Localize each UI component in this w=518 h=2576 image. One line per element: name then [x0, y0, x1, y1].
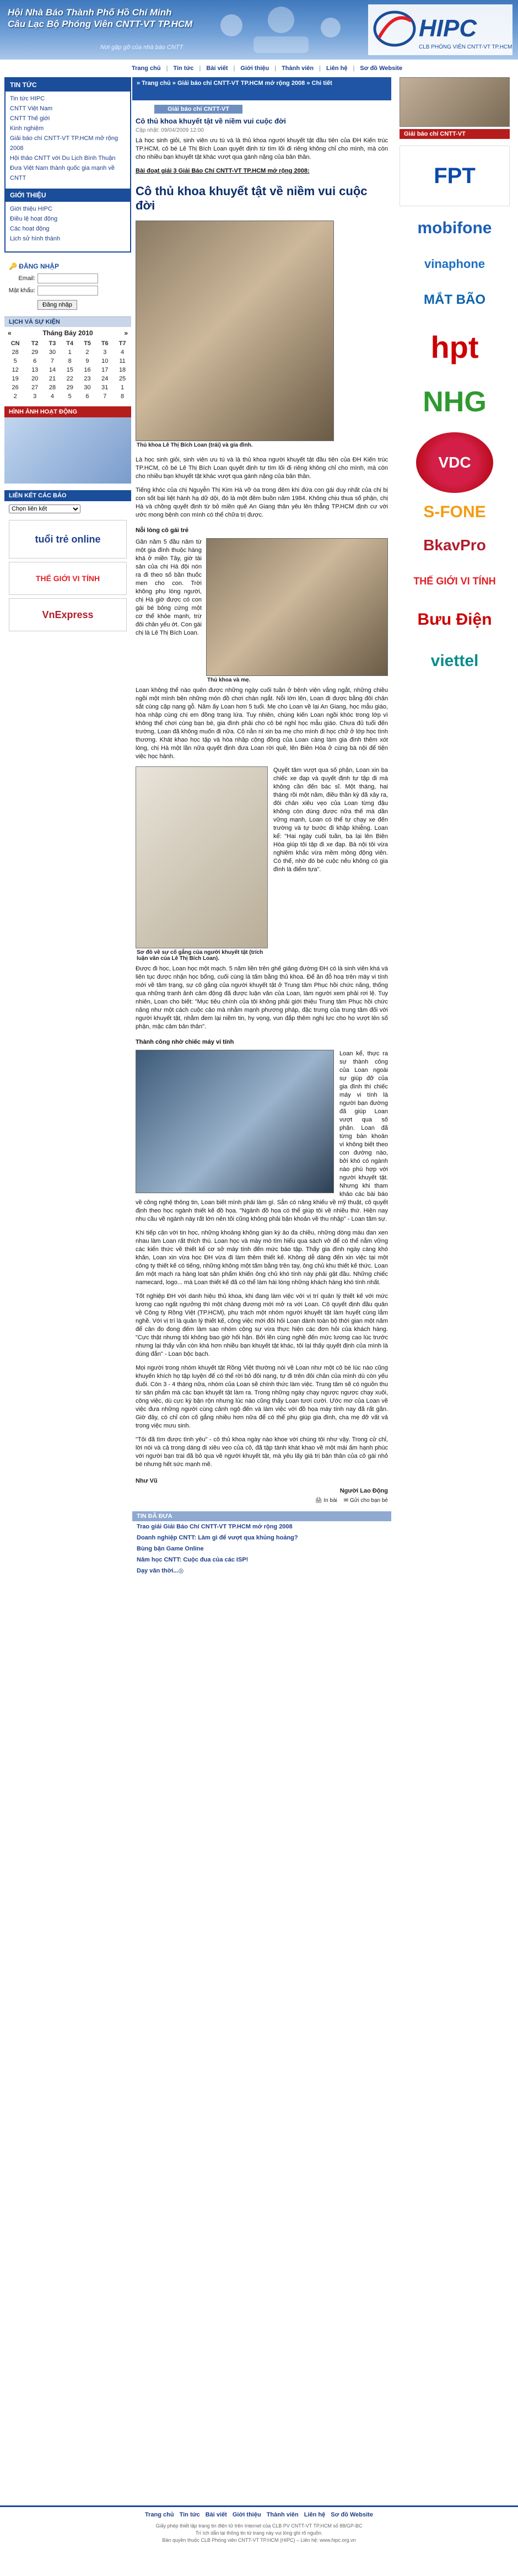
send-button[interactable]: ✉ Gửi cho bạn bè	[343, 1498, 388, 1504]
svg-text:HIPC: HIPC	[419, 15, 477, 42]
calendar-day[interactable]: 12	[12, 367, 19, 373]
password-input[interactable]	[37, 286, 98, 296]
nav-separator: |	[233, 65, 235, 72]
computer-photo	[136, 1050, 334, 1193]
award-photo-caption: Giải báo chí CNTT-VT	[400, 129, 510, 139]
svg-text:CLB PHÓNG VIÊN CNTT-VT TP.HCM: CLB PHÓNG VIÊN CNTT-VT TP.HCM	[419, 44, 512, 50]
nav-members[interactable]: Thành viên	[282, 65, 314, 72]
photo-activity-title: HÌNH ẢNH HOẠT ĐỘNG	[4, 406, 131, 417]
footer-copyright	[0, 2523, 518, 2544]
site-slogan: Nơi gặp gỡ của nhà báo CNTT	[100, 44, 184, 51]
login-box	[4, 257, 131, 314]
partner-thegioivitinh[interactable]: THẾ GIỚI VI TÍNH	[9, 562, 127, 595]
article-para: Tốt nghiệp ĐH với danh hiệu thủ khoa, khi đang làm việc với vị trí quản lý thiết kế với mức lương cao ngất ngưởng thì một chàng đương mới mở ra với Loan. Cô quyết định đầu quân về Công ty Rồng Việt (TP.HCM), phụ trách một nhóm người khuyết tật làm huyết cùng lắm nghề. Với vị trí là quản lý thiết kế, công việc mới đôi hỏi Loan dành toàn bộ thời gian một năm để cân đo đong đếm làm sao nhóm cộng sự vừa thực hiện các đơn hỏi của khách hàng. "Cực thật nhưng tôi không bao giờ hối hận. Bởi lẽn cùng nghề đến mức lương cao lúc trước nhưng lại thấy vẫn còn khá hơn nhiều bạn khuyết tật khác, tôi lại thấy quyết định của mình là đúng đắn" - Loan bộc bạch.	[136, 1293, 388, 1357]
activity-photo[interactable]	[4, 417, 131, 484]
footer-line: Trí ích dẫn lại thông tin từ trang này vui lòng ghi rõ nguồn.	[195, 2530, 323, 2536]
calendar-day[interactable]: 21	[48, 375, 56, 382]
calendar-day[interactable]: 22	[66, 375, 73, 382]
ad-viettel[interactable]: viettel	[430, 652, 479, 670]
partner-links-select[interactable]	[9, 505, 80, 513]
photo-activity-box	[4, 406, 131, 484]
mother-photo	[206, 538, 388, 676]
intro-link[interactable]: Giới thiệu HIPC	[10, 206, 52, 212]
right-sidebar	[396, 77, 514, 686]
article-para: Mọi người trong nhóm khuyết tật Rồng Việt thường nói về Loan như một cô bé lúc nào cũng khuyến khích họ tập luyện để có thể rời bỏ đôi nạng, tự đi trên đôi chân của mình dù còn yếu đuối. Còn 3 - 4 tháng nữa, nhóm của Loan sẽ chính thức làm việc. Trung tâm sẽ có nguồn thu từ sản phẩm mà các bạn khuyết tật làm ra. Trong những ngày chạy ngược ngược chạy xuôi, công việc, dù cực kỳ bận rộn nhưng lúc nào cũng thấy Loan tươi cười. Ước mơ của Loan về việc đưa những người cùng cảnh ngộ đến và làm việc với đồ họa máy tính nay đã rất gần. Giờ đây, có chỉ còn cố gắng nhiều hơn nữa để có thể phụ giúp gia đình, cha mẹ đỡ vất vả trong việc mưu sinh.	[136, 1365, 388, 1429]
intro-link[interactable]: Điều lệ hoạt động	[10, 216, 58, 222]
article-para: Là học sinh giỏi, sinh viên ưu tú và là thủ khoa người khuyết tật đầu tiên của ĐH Kiến trúc TP.HCM, cô bé Lê Thị Bích Loan quyết định tự tìm lối đi riêng không chỉ cho mình, mà còn cho nhiều bạn khuyết tật khác vượt qua gánh nặng của bản thân.	[136, 457, 388, 480]
calendar-day[interactable]: 6	[33, 358, 37, 364]
calendar-day[interactable]: 4	[121, 349, 125, 356]
top-nav	[130, 62, 482, 75]
article-para: Khi tiếp cận với tin học, những khoảng không gian kỳ ảo đa chiều, những dòng màu đan xen nhau làm Loan rất thích thú. Loan học và mày mò tìm hiểu qua sách vở để có thể nắm vững các kiến thức về thiết kế cơ sở máy tính đến mức báo tập. Thấy gia đình ngày càng khó khăn, Loan xin vừa học ĐH vừa đi làm thêm thiết kế. Không dễ dàng đến xin việc tại một công ty thiết kế có tiếng, những không một tấm bằng trên tay, ông chủ khu thiết kế thức. Loan ấm một mạch ra hàng loạt sản phẩm khiến ông chủ khó tính này phải gật đầu. Những chiếc namecard, logo... mà Loan thiết kế đã có thể làm hài lòng những khách hàng khó tính nhất.	[136, 1230, 388, 1286]
calendar-next-icon[interactable]: »	[124, 329, 128, 337]
related-link[interactable]: Năm học CNTT: Cuộc đua của các ISP!	[137, 1557, 249, 1563]
calendar-dayname: T6	[101, 340, 109, 347]
news-link[interactable]: Hội thảo CNTT với Du Lịch Bình Thuận	[10, 155, 116, 162]
nav-separator: |	[199, 65, 201, 72]
calendar-day[interactable]: 6	[85, 393, 89, 400]
article-lead: Là học sinh giỏi, sinh viên ưu tú và là thủ khoa người khuyết tật đầu tiên của ĐH Kiến trúc TP.HCM, cô bé Lê Thị Bích Loan quyết định từ tìm lối đi riêng không chỉ cho mình, mà còn cho nhiều bạn khuyết tật khác vượt qua gánh nặng của bản thân.	[136, 137, 388, 160]
calendar-day[interactable]: 1	[68, 349, 72, 356]
ad-bkavpro[interactable]: BkavPro	[423, 536, 486, 554]
login-title	[4, 259, 131, 271]
ad-mobifone[interactable]: mobifone	[417, 219, 492, 237]
news-link[interactable]: Kinh nghiệm	[10, 125, 44, 132]
subheading-2: Thành công nhờ chiếc máy vi tính	[136, 1039, 234, 1045]
login-button[interactable]: Đăng nhập	[37, 300, 77, 310]
calendar-dayname: T7	[118, 340, 126, 347]
article-para: Quyết tâm vượt qua số phận, Loan xin ba chiếc xe đạp và quyết định tự tập đi mà không cần đến bác sĩ. Một tháng, hai tháng rồi một năm, điều thần kỳ đã xảy ra, đôi chân xiêu vẹo của Loan từng đậu không còn dùng được nữa thế mà dần vững mạnh, Loan có thể tự chạy xe đến trường và tự bước đi khập khiễng. Loan kể: "Hai ngày cuối tuần, ba lại lên Biên Hòa giúp tôi tập đi xe đạp. Bà nội tôi vừa nghiêm khắc vừa mềm mỏng động viên. Có thể, nhờ đó bé cuộc nếu không có gia đình là điểm tựa".	[273, 767, 388, 873]
ad-buudien[interactable]: Bưu Điện	[417, 610, 492, 629]
article-source: Người Lao Động	[339, 1488, 388, 1494]
print-label: In bài	[323, 1498, 337, 1504]
calendar-day[interactable]: 7	[103, 393, 107, 400]
category-tag: Giải báo chí CNTT-VT	[154, 105, 242, 114]
footer-link-home[interactable]: Trang chủ	[145, 2511, 174, 2518]
related-link[interactable]: Dạy văn thời...◎	[137, 1568, 184, 1574]
left-sidebar	[4, 77, 131, 635]
calendar-dayname: T4	[66, 340, 74, 347]
calendar-day[interactable]: 24	[101, 375, 109, 382]
calendar-day[interactable]: 30	[48, 349, 56, 356]
email-label: Email:	[18, 275, 35, 282]
calendar-day[interactable]: 8	[121, 393, 125, 400]
calendar-month: Tháng Bảy 2010	[42, 329, 93, 337]
footer-line: Bản quyền thuộc CLB Phóng viên CNTT-VT TP.HCM (HIPC) – Liên hệ: www.hipc.org.vn	[162, 2537, 356, 2543]
main-content	[132, 77, 391, 1576]
calendar-day[interactable]: 5	[68, 393, 72, 400]
news-link[interactable]: CNTT Việt Nam	[10, 105, 53, 112]
calendar-title: LỊCH VÀ SỰ KIỆN	[4, 316, 131, 327]
partner-tuoitre[interactable]: tuổi trẻ online	[9, 520, 127, 559]
article-para: Gần năm 5 đầu năm từ một gia đình thuộc hàng khá ở miền Tây, giờ tài sản của chị Hà đội nón ra đi theo số bần thuốc men cho con. Trời không phụ lòng người, chị Hà giờ được có con gái bé bỏng cứng một cơ thể khỏe mạnh, trừ đôi chân yếu ớt. Con gái chị là Lê Thị Bích Loan.	[136, 539, 202, 636]
related-title: TIN ĐÃ ĐƯA	[132, 1511, 391, 1521]
calendar-day[interactable]: 7	[50, 358, 55, 364]
site-title-line1: Hội Nhà Báo Thành Phố Hồ Chí Minh	[8, 7, 172, 18]
hipc-logo-graphic	[368, 4, 512, 55]
nav-sitemap[interactable]: Sơ đồ Website	[360, 65, 403, 72]
breadcrumb: » Trang chủ » Giải báo chí CNTT-VT TP.HCM mở rộng 2008 » Chi tiết	[132, 77, 391, 100]
nav-separator: |	[274, 65, 277, 72]
footer-link-articles[interactable]: Bài viết	[205, 2511, 227, 2518]
nav-separator: |	[353, 65, 355, 72]
calendar-day[interactable]: 2	[13, 393, 17, 400]
calendar-day[interactable]: 28	[12, 349, 19, 356]
article-para: Tiếng khóc của chị Nguyễn Thị Kim Hà vỡ òa trong đêm khi đứa con gái duy nhất của chị bị con sốt bại liệt hành hạ dữ dội, đó là một đêm buồn năm 1984. Không chịu thua số phận, chị Hà và chồng quyết định từ bỏ miền quê An Giang thân yêu lên thẳng TP.HCM định cư với ước mong bệnh con mình có thể chữa trị được.	[136, 487, 388, 518]
ad-matbao[interactable]: MẮT BÃO	[424, 292, 485, 307]
ad-vinaphone[interactable]: vinaphone	[424, 257, 485, 271]
related-list	[132, 1521, 391, 1576]
intro-link[interactable]: Các hoạt động	[10, 226, 50, 232]
calendar-day[interactable]: 4	[50, 393, 55, 400]
footer-link-about[interactable]: Giới thiệu	[232, 2511, 261, 2518]
print-button[interactable]: 🖨 In bài	[315, 1498, 337, 1504]
nav-separator: |	[166, 65, 168, 72]
lock-icon: 🔑	[9, 262, 19, 270]
news-link[interactable]: Đưa Việt Nam thành quốc gia mạnh về CNTT	[10, 165, 115, 181]
article-title: Cô thủ khoa khuyết tật về niềm vui cuộc đời	[136, 117, 286, 125]
article-para: Loan không thể nào quên được những ngày cuối tuần ở bệnh viện vắng ngắt, những chiều ngồi một mình bên những món đồ chơi chán ngắt. Nỗi lớn lên, Loan đi được bằng đôi chân sắt cùng cặp nạng gỗ. Năm ấy Loan hơn 5 tuổi. Mẹ cho Loan về lại An Giang, học mẫu giáo, hòa nhập cùng chị em đồng trang lứa. Tuy nhiên, chúng kiến Loan ngồi khóc trong lớp vì không thể chơi cùng bạn bè, gia đình phải cho cô bé nghỉ học mẫu giáo. Chưa đủ tuổi đến trường, Loan đã không muốn đi nữa. Cô nằn nì xin ba mẹ cho mình đi học chữ ở lớp học tình thương. Khát khao học tập và hòa nhập cộng đồng của Loan càng làm gia đình thêm xót lòng, chị Hà một lần nữa quyết định đưa Loan rời quê, lên Biên Hòa ở cùng bà nội để tiện việc học hành.	[136, 687, 388, 760]
site-footer	[0, 2505, 518, 2572]
news-box-title: TIN TỨC	[6, 78, 130, 92]
article-heading: Cô thủ khoa khuyết tật về niềm vui cuộc đời	[136, 184, 368, 212]
footer-line: Giấy phép thiết lập trang tin điện tử trên Internet của CLB PV CNTT-VT TP.HCM số 88/GP-BC	[155, 2523, 363, 2529]
calendar-day[interactable]: 11	[119, 358, 126, 364]
nav-articles[interactable]: Bài viết	[206, 65, 228, 72]
calendar-day[interactable]: 20	[31, 375, 39, 382]
calendar-day[interactable]: 28	[48, 384, 56, 391]
calendar-day[interactable]: 14	[48, 367, 56, 373]
intro-box-title: GIỚI THIỆU	[6, 189, 130, 202]
article-tools	[132, 1494, 391, 1507]
calendar-day[interactable]: 3	[33, 393, 37, 400]
calendar-day[interactable]: 25	[118, 375, 126, 382]
send-label: Gửi cho bạn bè	[350, 1498, 388, 1504]
calendar-day[interactable]: 8	[68, 358, 72, 364]
email-input[interactable]	[37, 273, 98, 283]
family-photo-caption: Thủ khoa Lê Thị Bích Loan (trái) và gia đình.	[137, 442, 253, 448]
ad-sfone[interactable]: S-FONE	[423, 503, 486, 521]
calendar-day[interactable]: 13	[31, 367, 39, 373]
nav-about[interactable]: Giới thiệu	[240, 65, 269, 72]
calendar-grid	[4, 339, 131, 401]
mother-photo-caption: Thủ khoa và mẹ.	[207, 677, 251, 683]
site-title-line2: Câu Lạc Bộ Phóng Viên CNTT-VT TP.HCM	[8, 19, 193, 29]
calendar-day[interactable]: 31	[101, 384, 109, 391]
calendar-day[interactable]: 1	[121, 384, 125, 391]
calendar-day[interactable]: 19	[12, 375, 19, 382]
calendar-day[interactable]: 23	[84, 375, 91, 382]
article-date: Cập nhật: 09/04/2009 12:00	[136, 127, 204, 133]
login-title-text: ĐĂNG NHẬP	[19, 262, 59, 270]
ad-vdc[interactable]: VDC	[416, 432, 493, 493]
calendar-day[interactable]: 18	[118, 367, 126, 373]
article-para: Được đi học, Loan học một mạch. 5 năm liền trên ghế giảng đường ĐH có là sinh viên khá và liên tục được nhận học bổng, cuối cùng là tấm bằng thủ khoa. Để ăn đỗ hoạ trên máy vi tính mới về tâm trạng, sự cô gắng của người khuyết tật ở Trung tâm Phục hồi chức năng, thống qua những tranh ảnh cảm động đã được luận văn của Loan, làm người xem phải rơi lệ. Tuy nhiên, Loan cho biết: "Mục tiêu chính của tôi không phải giới thiệu Trung tâm Phục hồi chức năng như một cách cuộc cảo mà nhằm mạnh phương pháp, đặc trưng của trung tâm đối với người khuyết tật, nhằm đem lại niềm tin, hy vọng, vun đắp thêm nghị lực cho họ vượt lên số phận, mặc cảm bản thân".	[136, 965, 388, 1030]
nav-separator: |	[319, 65, 321, 72]
ad-fpt[interactable]: FPT	[400, 146, 510, 206]
family-photo	[136, 221, 334, 441]
calendar-day[interactable]: 3	[103, 349, 107, 356]
thesis-cover-image	[136, 766, 268, 948]
partner-links-box	[4, 490, 131, 631]
footer-link-sitemap[interactable]: Sơ đồ Website	[331, 2511, 373, 2518]
nav-news[interactable]: Tin tức	[173, 65, 194, 72]
site-header	[0, 0, 518, 60]
calendar-dayname: T2	[31, 340, 39, 347]
ad-nhg[interactable]: NHG	[423, 386, 487, 418]
calendar-dayname: T5	[84, 340, 91, 347]
intro-link[interactable]: Lịch sử hình thành	[10, 235, 61, 242]
password-label: Mật khẩu:	[8, 287, 35, 294]
calendar-day[interactable]: 2	[85, 349, 89, 356]
calendar-day[interactable]: 17	[101, 367, 109, 373]
calendar-dayname: CN	[10, 340, 20, 347]
calendar-day[interactable]: 29	[31, 349, 39, 356]
calendar-day[interactable]: 26	[12, 384, 19, 391]
calendar-day[interactable]: 29	[66, 384, 73, 391]
ad-thegioivitinh[interactable]: THẾ GIỚI VI TÍNH	[413, 575, 496, 587]
related-link[interactable]: Doanh nghiệp CNTT: Làm gì để vượt qua khủng hoảng?	[137, 1534, 298, 1541]
calendar-day[interactable]: 27	[31, 384, 39, 391]
related-link[interactable]: Trao giải Giải Báo Chí CNTT-VT TP.HCM mở rộng 2008	[137, 1523, 293, 1530]
footer-link-contact[interactable]: Liên hệ	[304, 2511, 326, 2518]
site-title	[8, 7, 192, 30]
footer-nav	[0, 2505, 518, 2523]
article-para: "Tôi đã tìm được tình yêu" - cô thủ khoa ngày nào khoe với chúng tôi như vậy. Trong cử chỉ, lời nói và cả trong dáng đi xiêu vẹo của cô, đã tập tành khát khao về một mái ấm hạnh phúc với người bạn trai đã bỏ qua về người khuyết tật, mà yêu lấy giá trị bản thân của cô gái nhỏ bé nhưng hết sức mạnh mẽ.	[136, 1436, 388, 1468]
calendar-day[interactable]: 30	[84, 384, 91, 391]
footer-link-news[interactable]: Tin tức	[179, 2511, 200, 2518]
news-box	[4, 77, 131, 253]
calendar-prev-icon[interactable]: «	[8, 329, 12, 337]
footer-link-members[interactable]: Thành viên	[266, 2511, 299, 2518]
hipc-logo[interactable]	[368, 4, 512, 55]
header-banner-figures	[198, 3, 364, 56]
partner-links-title: LIÊN KẾT CÁC BÁO	[4, 490, 131, 501]
news-link[interactable]: Giải báo chí CNTT-VT TP.HCM mở rộng 2008	[10, 135, 118, 152]
news-link[interactable]: Tin tức HIPC	[10, 95, 45, 102]
calendar-day[interactable]: 10	[101, 358, 109, 364]
thesis-caption: Sơ đồ về sự cố gắng của người khuyết tật (trích luận văn của Lê Thị Bích Loan).	[137, 949, 263, 962]
calendar-day[interactable]: 5	[13, 358, 17, 364]
calendar-day[interactable]: 16	[84, 367, 91, 373]
calendar-dayname: T3	[48, 340, 56, 347]
article-author: Như Vũ	[136, 1478, 158, 1484]
partner-vnexpress[interactable]: VnExpress	[9, 598, 127, 631]
subheading-1: Nỗi lòng cô gái trẻ	[136, 527, 188, 534]
prize-note: Bài đoạt giải 3 Giải Báo Chí CNTT-VT TP.HCM mở rộng 2008:	[136, 168, 310, 174]
article-para: Loan kể, thực ra sự thành công của Loan ngoài sự giúp đỡ của gia đình thì chiếc máy vi tính là người bạn đường đã giúp Loan vượt qua số phận. Loan đã từng bàn khoản vì không biết theo con đường nào, bởi khó có ngành nào phù hợp với người khuyết tật. Nhưng khi tham khảo các bài báo về công nghệ thông tin, Loan biết mình phải làm gì. Sẵn có năng khiếu về mỹ thuật, cô quyết định theo học ngành thiết kế đồ họa. "Ngành đồ họa có thể giúp tôi về nhiều thứ. Hiện nay nhu cầu về ngành này rất lớn nên tôi cũng không phải bận khoản về thu nhập" - Loan tâm sự.	[136, 1050, 388, 1222]
calendar-box	[4, 316, 131, 401]
ad-hpt[interactable]: hpt	[430, 329, 479, 364]
nav-home[interactable]: Trang chủ	[132, 65, 161, 72]
news-link[interactable]: CNTT Thế giới	[10, 115, 50, 122]
calendar-day[interactable]: 9	[85, 358, 89, 364]
award-photo[interactable]	[400, 77, 510, 127]
nav-contact[interactable]: Liên hệ	[326, 65, 348, 72]
related-link[interactable]: Bùng bận Game Online	[137, 1545, 204, 1552]
calendar-day[interactable]: 15	[66, 367, 73, 373]
